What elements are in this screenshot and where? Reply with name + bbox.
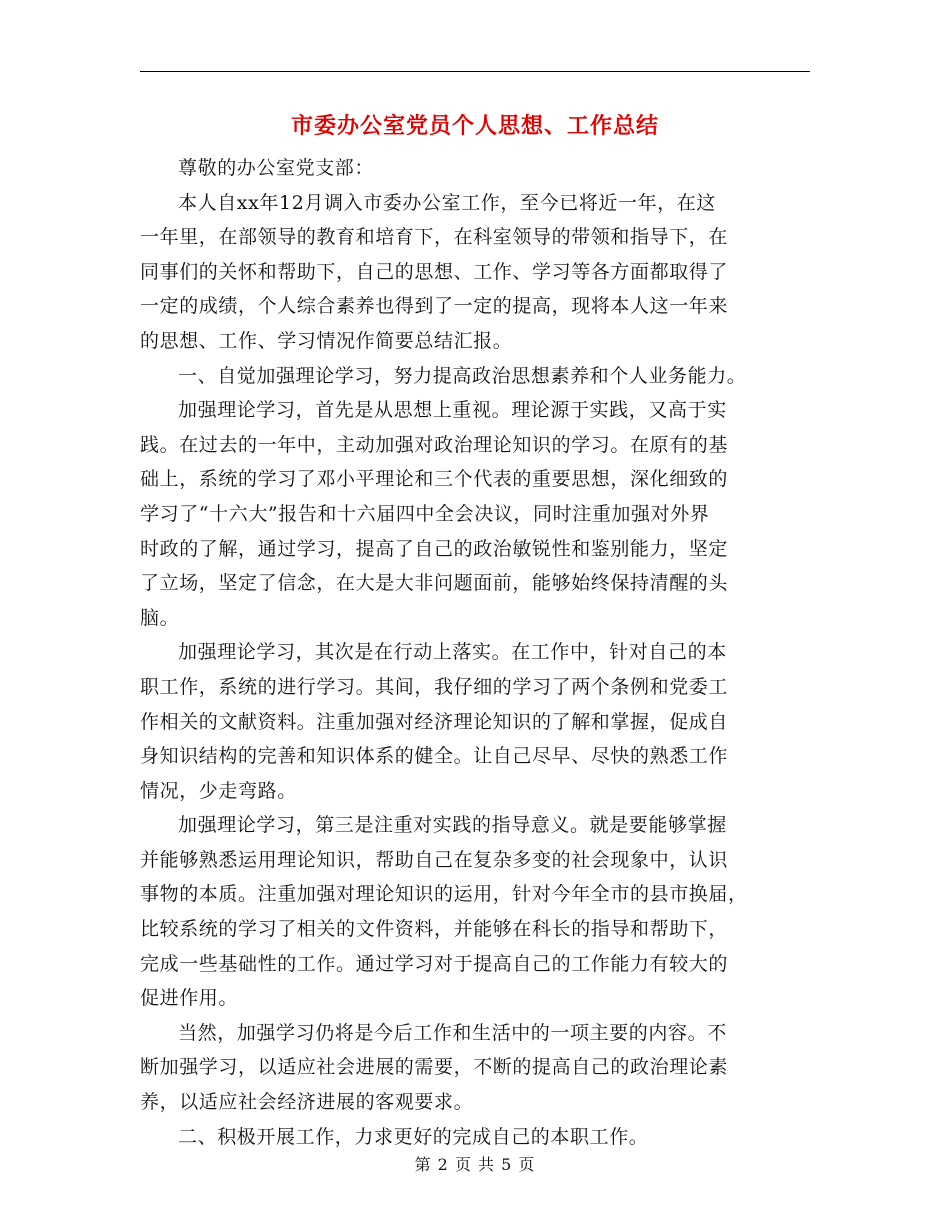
paragraph-line: 一、自觉加强理论学习，努力提高政治思想素养和个人业务能力。: [178, 364, 747, 387]
paragraph-line: 加强理论学习，其次是在行动上落实。在工作中，针对自己的本: [178, 641, 727, 664]
paragraph-line: 养，以适应社会经济进展的客观要求。: [140, 1091, 474, 1114]
body-paragraph: [140, 635, 812, 808]
paragraph-line: 完成一些基础性的工作。通过学习对于提高自己的工作能力有较大的: [140, 952, 729, 975]
paragraph-line: 二、积极开展工作，力求更好的完成自己的本职工作。: [178, 1125, 649, 1148]
paragraph-line: 断加强学习，以适应社会进展的需要，不断的提高自己的政治理论素: [140, 1056, 729, 1079]
page-number: 第 2 页 共 5 页: [414, 1155, 536, 1174]
paragraph-line: 同事们的关怀和帮助下，自己的思想、工作、学习等各方面都取得了: [140, 260, 729, 283]
paragraph-line: 事物的本质。注重加强对理论知识的运用，针对今年全市的县市换届，: [140, 883, 748, 906]
paragraph-line: 一定的成绩，个人综合素养也得到了一定的提高，现将本人这一年来: [140, 295, 729, 318]
paragraph-line: 践。在过去的一年中，主动加强对政治理论知识的学习。在原有的基: [140, 433, 729, 456]
paragraph-line: 尊敬的办公室党支部：: [178, 157, 375, 179]
paragraph-line: 比较系统的学习了相关的文件资料，并能够在科长的指导和帮助下，: [140, 918, 729, 941]
body-paragraph: [140, 808, 812, 1016]
paragraph-line: 脑。: [140, 606, 180, 629]
paragraph-line: 作相关的文献资料。注重加强对经济理论知识的了解和掌握，促成自: [140, 710, 729, 733]
paragraph-line: 了立场，坚定了信念，在大是大非问题面前，能够始终保持清醒的头: [140, 572, 729, 595]
body-paragraph: [140, 1120, 812, 1155]
body-paragraph: [140, 186, 812, 359]
paragraph-line: 当然，加强学习仍将是今后工作和生活中的一项主要的内容。不: [178, 1021, 727, 1044]
paragraph-line: 一年里，在部领导的教育和培育下，在科室领导的带领和指导下，在: [140, 226, 729, 249]
document-body: [140, 151, 812, 1154]
paragraph-line: 促进作用。: [140, 987, 239, 1010]
paragraph-line: 时政的了解，通过学习，提高了自己的政治敏锐性和鉴别能力，坚定: [140, 537, 729, 560]
body-paragraph: [140, 393, 812, 635]
paragraph-line: 本人自xx年12月调入市委办公室工作，至今已将近一年，在这: [178, 191, 717, 214]
body-paragraph: [140, 151, 812, 186]
paragraph-line: 情况，少走弯路。: [140, 779, 297, 802]
paragraph-line: 学习了“十六大”报告和十六届四中全会决议，同时注重加强对外界: [140, 502, 710, 525]
body-paragraph: [140, 1016, 812, 1120]
body-paragraph: [140, 359, 812, 394]
document-title: 市委办公室党员个人思想、工作总结: [290, 113, 659, 139]
header-rule: [140, 71, 810, 72]
paragraph-line: 的思想、工作、学习情况作简要总结汇报。: [140, 329, 513, 352]
paragraph-line: 加强理论学习，首先是从思想上重视。理论源于实践，又高于实: [178, 399, 727, 422]
paragraph-line: 加强理论学习，第三是注重对实践的指导意义。就是要能够掌握: [178, 814, 727, 837]
paragraph-line: 并能够熟悉运用理论知识，帮助自己在复杂多变的社会现象中，认识: [140, 848, 729, 871]
paragraph-line: 职工作，系统的进行学习。其间，我仔细的学习了两个条例和党委工: [140, 675, 729, 698]
paragraph-line: 身知识结构的完善和知识体系的健全。让自己尽早、尽快的熟悉工作: [140, 745, 729, 768]
paragraph-line: 础上，系统的学习了邓小平理论和三个代表的重要思想，深化细致的: [140, 468, 729, 491]
